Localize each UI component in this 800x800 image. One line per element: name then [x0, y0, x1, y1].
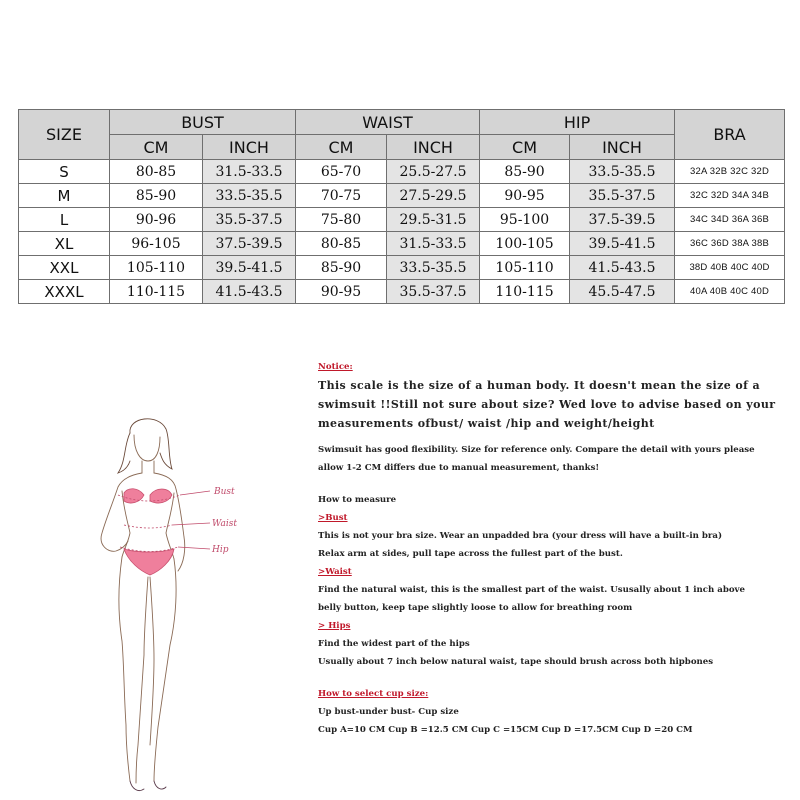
- bra-cell: 34C 34D 36A 36B: [675, 208, 785, 232]
- header-row-units: [19, 135, 785, 160]
- hip-inch-cell: 33.5-35.5: [570, 160, 675, 184]
- size-cell: S: [19, 160, 110, 184]
- table-row: [19, 232, 785, 256]
- bust-cm-cell: 85-90: [110, 184, 203, 208]
- size-cell: XXL: [19, 256, 110, 280]
- cup-size-values: Cup A=10 CM Cup B =12.5 CM Cup C =15CM Cup D =17.5CM Cup D =20 CM: [318, 725, 693, 735]
- bust-cm-cell: 80-85: [110, 160, 203, 184]
- hips-instruction: Usually about 7 inch below natural waist, tape should brush across both hipbones: [318, 657, 714, 667]
- size-cell: XL: [19, 232, 110, 256]
- notice-line: This scale is the size of a human body. It doesn't mean the size of a: [318, 379, 761, 392]
- waist-instruction: belly button, keep tape slightly loose to allow for breathing room: [318, 603, 633, 613]
- cup-size-title: How to select cup size:: [318, 689, 429, 699]
- waist-inch-cell: 27.5-29.5: [387, 184, 480, 208]
- hip-cm-cell: 90-95: [480, 184, 570, 208]
- table-row: [19, 160, 785, 184]
- bust-inch-cell: 39.5-41.5: [203, 256, 296, 280]
- bust-instruction: This is not your bra size. Wear an unpadded bra (your dress will have a built-in bra): [318, 531, 723, 541]
- table-row: [19, 280, 785, 304]
- bust-cm-cell: 110-115: [110, 280, 203, 304]
- notice-line: swimsuit !!Still not sure about size? Wed love to advise based on your: [318, 398, 776, 411]
- header-row-groups: [19, 110, 785, 135]
- hip-cm-cell: 95-100: [480, 208, 570, 232]
- unit-header: CM: [480, 135, 570, 160]
- hip-header: HIP: [480, 110, 675, 135]
- unit-header: CM: [110, 135, 203, 160]
- bra-cell: 38D 40B 40C 40D: [675, 256, 785, 280]
- bust-label: Bust: [214, 487, 235, 497]
- bra-header: BRA: [675, 110, 785, 160]
- bra-cell: 32A 32B 32C 32D: [675, 160, 785, 184]
- hip-inch-cell: 37.5-39.5: [570, 208, 675, 232]
- bust-inch-cell: 41.5-43.5: [203, 280, 296, 304]
- flexibility-line: Swimsuit has good flexibility. Size for reference only. Compare the detail with yours please: [318, 445, 755, 455]
- unit-header: INCH: [387, 135, 480, 160]
- bust-cm-cell: 105-110: [110, 256, 203, 280]
- waist-cm-cell: 75-80: [296, 208, 387, 232]
- waist-header: WAIST: [296, 110, 480, 135]
- how-to-measure-heading: How to measure: [318, 495, 397, 505]
- waist-cm-cell: 90-95: [296, 280, 387, 304]
- size-cell: XXXL: [19, 280, 110, 304]
- hip-cm-cell: 85-90: [480, 160, 570, 184]
- waist-cm-cell: 65-70: [296, 160, 387, 184]
- table-row: [19, 208, 785, 232]
- waist-inch-cell: 33.5-35.5: [387, 256, 480, 280]
- hip-label: Hip: [212, 545, 229, 555]
- unit-header: INCH: [203, 135, 296, 160]
- size-chart-table: [18, 109, 785, 304]
- waist-label: Waist: [212, 519, 237, 529]
- size-cell: M: [19, 184, 110, 208]
- waist-cm-cell: 80-85: [296, 232, 387, 256]
- hip-cm-cell: 110-115: [480, 280, 570, 304]
- hips-instruction: Find the widest part of the hips: [318, 639, 470, 649]
- waist-inch-cell: 25.5-27.5: [387, 160, 480, 184]
- cup-size-formula: Up bust-under bust- Cup size: [318, 707, 459, 717]
- bust-inch-cell: 31.5-33.5: [203, 160, 296, 184]
- bust-section-title: >Bust: [318, 513, 348, 523]
- unit-header: CM: [296, 135, 387, 160]
- size-header: SIZE: [19, 110, 110, 160]
- size-cell: L: [19, 208, 110, 232]
- hip-inch-cell: 45.5-47.5: [570, 280, 675, 304]
- hip-inch-cell: 39.5-41.5: [570, 232, 675, 256]
- table-row: [19, 184, 785, 208]
- bust-cm-cell: 90-96: [110, 208, 203, 232]
- waist-section-title: >Waist: [318, 567, 352, 577]
- bust-instruction: Relax arm at sides, pull tape across the fullest part of the bust.: [318, 549, 623, 559]
- notice-line: measurements ofbust/ waist /hip and weight/height: [318, 417, 655, 430]
- hip-cm-cell: 105-110: [480, 256, 570, 280]
- waist-cm-cell: 85-90: [296, 256, 387, 280]
- hip-inch-cell: 35.5-37.5: [570, 184, 675, 208]
- bra-cell: 36C 36D 38A 38B: [675, 232, 785, 256]
- table-row: [19, 256, 785, 280]
- unit-header: INCH: [570, 135, 675, 160]
- bust-inch-cell: 37.5-39.5: [203, 232, 296, 256]
- bust-inch-cell: 35.5-37.5: [203, 208, 296, 232]
- bust-inch-cell: 33.5-35.5: [203, 184, 296, 208]
- measurement-notes: [318, 358, 788, 739]
- body-figure-svg: [88, 415, 258, 795]
- waist-cm-cell: 70-75: [296, 184, 387, 208]
- hips-section-title: > Hips: [318, 621, 351, 631]
- bust-header: BUST: [110, 110, 296, 135]
- flexibility-line: allow 1-2 CM differs due to manual measurement, thanks!: [318, 463, 600, 473]
- bust-cm-cell: 96-105: [110, 232, 203, 256]
- bra-cell: 32C 32D 34A 34B: [675, 184, 785, 208]
- waist-inch-cell: 35.5-37.5: [387, 280, 480, 304]
- bra-cell: 40A 40B 40C 40D: [675, 280, 785, 304]
- waist-instruction: Find the natural waist, this is the smallest part of the waist. Ususally about 1 inch above: [318, 585, 746, 595]
- waist-inch-cell: 29.5-31.5: [387, 208, 480, 232]
- notice-title: Notice:: [318, 362, 353, 372]
- hip-cm-cell: 100-105: [480, 232, 570, 256]
- waist-inch-cell: 31.5-33.5: [387, 232, 480, 256]
- body-measurement-illustration: [88, 415, 258, 795]
- hip-inch-cell: 41.5-43.5: [570, 256, 675, 280]
